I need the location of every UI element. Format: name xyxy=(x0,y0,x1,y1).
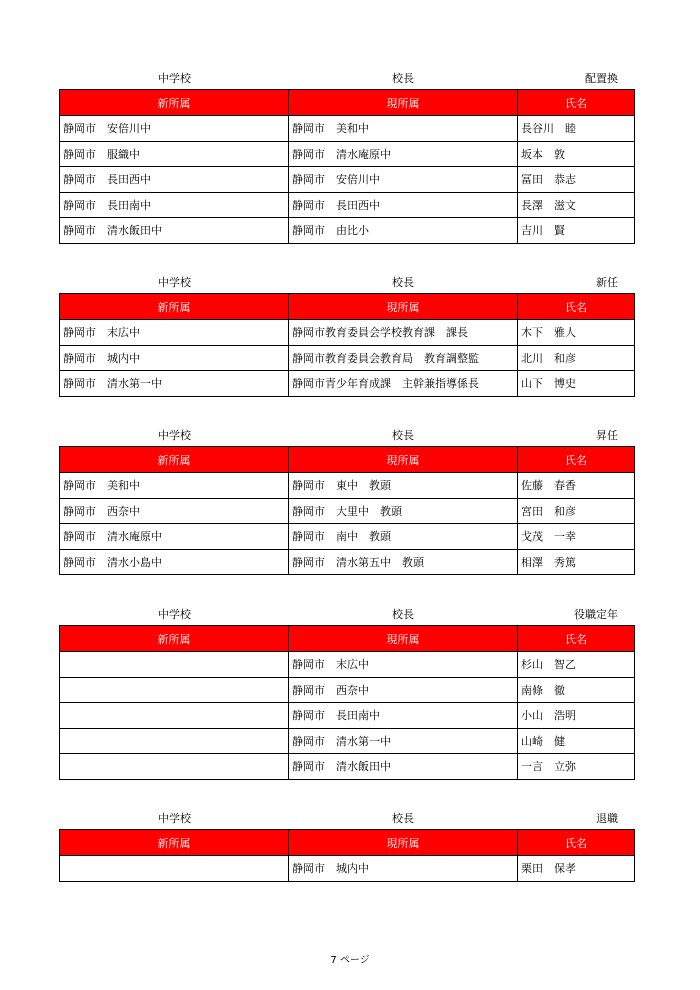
school-level-label: 中学校 xyxy=(158,276,191,289)
cell-new-affiliation: 静岡市 安倍川中 xyxy=(60,116,289,142)
cell-current-affiliation: 静岡市 西奈中 xyxy=(289,677,518,703)
header-current-affiliation: 現所属 xyxy=(289,294,518,320)
header-name: 氏名 xyxy=(518,626,635,652)
header-current-affiliation: 現所属 xyxy=(289,830,518,856)
cell-name: 南條 徹 xyxy=(518,677,635,703)
school-level-label: 中学校 xyxy=(158,72,191,85)
school-level-label: 中学校 xyxy=(158,608,191,621)
personnel-type-label: 配置換 xyxy=(585,72,618,85)
personnel-type-label: 昇任 xyxy=(596,429,618,442)
cell-name: 相澤 秀篤 xyxy=(518,549,635,575)
cell-new-affiliation: 静岡市 清水第一中 xyxy=(60,371,289,397)
personnel-table xyxy=(59,293,635,397)
table-row xyxy=(60,856,635,882)
cell-current-affiliation: 静岡市青少年育成課 主幹兼指導係長 xyxy=(289,371,518,397)
cell-new-affiliation: 静岡市 清水小島中 xyxy=(60,549,289,575)
cell-current-affiliation: 静岡市 清水第一中 xyxy=(289,728,518,754)
header-new-affiliation: 新所属 xyxy=(60,90,289,116)
header-name: 氏名 xyxy=(518,447,635,473)
cell-new-affiliation xyxy=(60,703,289,729)
section-retirement xyxy=(59,807,634,882)
table-row xyxy=(60,524,635,550)
table-row xyxy=(60,754,635,780)
table-row xyxy=(60,703,635,729)
page-number: 7 ページ xyxy=(330,955,370,966)
cell-name: 宮田 和彦 xyxy=(518,498,635,524)
table-row xyxy=(60,320,635,346)
cell-current-affiliation: 静岡市 東中 教頭 xyxy=(289,473,518,499)
cell-name: 吉川 賢 xyxy=(518,218,635,244)
cell-current-affiliation: 静岡市 清水飯田中 xyxy=(289,754,518,780)
cell-new-affiliation: 静岡市 長田南中 xyxy=(60,192,289,218)
header-current-affiliation: 現所属 xyxy=(289,447,518,473)
personnel-table xyxy=(59,446,635,575)
cell-new-affiliation xyxy=(60,856,289,882)
table-row xyxy=(60,498,635,524)
table-header-row xyxy=(60,90,635,116)
table-row xyxy=(60,141,635,167)
cell-current-affiliation: 静岡市 大里中 教頭 xyxy=(289,498,518,524)
cell-new-affiliation: 静岡市 末広中 xyxy=(60,320,289,346)
cell-current-affiliation: 静岡市 長田西中 xyxy=(289,192,518,218)
cell-name: 佐藤 春香 xyxy=(518,473,635,499)
header-current-affiliation: 現所属 xyxy=(289,90,518,116)
cell-name: 小山 浩明 xyxy=(518,703,635,729)
school-level-label: 中学校 xyxy=(158,429,191,442)
cell-current-affiliation: 静岡市 清水第五中 教頭 xyxy=(289,549,518,575)
cell-new-affiliation: 静岡市 美和中 xyxy=(60,473,289,499)
cell-name: 栗田 保孝 xyxy=(518,856,635,882)
cell-new-affiliation xyxy=(60,677,289,703)
cell-new-affiliation: 静岡市 城内中 xyxy=(60,345,289,371)
table-header-row xyxy=(60,626,635,652)
cell-current-affiliation: 静岡市 清水庵原中 xyxy=(289,141,518,167)
table-header-row xyxy=(60,447,635,473)
header-name: 氏名 xyxy=(518,90,635,116)
table-row xyxy=(60,549,635,575)
cell-name: 山下 博史 xyxy=(518,371,635,397)
section-caption xyxy=(59,67,634,89)
position-label: 校長 xyxy=(392,276,414,289)
table-row xyxy=(60,218,635,244)
header-name: 氏名 xyxy=(518,830,635,856)
header-new-affiliation: 新所属 xyxy=(60,626,289,652)
section-reassignment xyxy=(59,67,634,244)
cell-name: 長澤 滋文 xyxy=(518,192,635,218)
table-row xyxy=(60,728,635,754)
position-label: 校長 xyxy=(392,812,414,825)
section-new-appointment xyxy=(59,271,634,397)
cell-new-affiliation xyxy=(60,728,289,754)
position-label: 校長 xyxy=(392,429,414,442)
cell-new-affiliation: 静岡市 服織中 xyxy=(60,141,289,167)
cell-current-affiliation: 静岡市 由比小 xyxy=(289,218,518,244)
table-row xyxy=(60,677,635,703)
table-header-row xyxy=(60,830,635,856)
header-current-affiliation: 現所属 xyxy=(289,626,518,652)
school-level-label: 中学校 xyxy=(158,812,191,825)
personnel-table xyxy=(59,89,635,244)
table-header-row xyxy=(60,294,635,320)
section-post-retirement xyxy=(59,603,634,780)
cell-current-affiliation: 静岡市 末広中 xyxy=(289,652,518,678)
header-new-affiliation: 新所属 xyxy=(60,830,289,856)
personnel-table xyxy=(59,829,635,882)
cell-current-affiliation: 静岡市 美和中 xyxy=(289,116,518,142)
cell-current-affiliation: 静岡市 城内中 xyxy=(289,856,518,882)
personnel-type-label: 退職 xyxy=(596,812,618,825)
cell-new-affiliation xyxy=(60,754,289,780)
section-caption xyxy=(59,807,634,829)
position-label: 校長 xyxy=(392,72,414,85)
personnel-type-label: 役職定年 xyxy=(574,608,618,621)
cell-new-affiliation: 静岡市 清水飯田中 xyxy=(60,218,289,244)
header-new-affiliation: 新所属 xyxy=(60,447,289,473)
table-row xyxy=(60,116,635,142)
cell-current-affiliation: 静岡市 南中 教頭 xyxy=(289,524,518,550)
cell-new-affiliation xyxy=(60,652,289,678)
cell-new-affiliation: 静岡市 清水庵原中 xyxy=(60,524,289,550)
cell-name: 戈茂 一幸 xyxy=(518,524,635,550)
section-caption xyxy=(59,603,634,625)
table-row xyxy=(60,192,635,218)
section-caption xyxy=(59,271,634,293)
cell-current-affiliation: 静岡市 長田南中 xyxy=(289,703,518,729)
table-row xyxy=(60,167,635,193)
section-promotion xyxy=(59,424,634,575)
cell-name: 山崎 健 xyxy=(518,728,635,754)
table-row xyxy=(60,371,635,397)
cell-name: 木下 雅人 xyxy=(518,320,635,346)
table-row xyxy=(60,345,635,371)
section-caption xyxy=(59,424,634,446)
cell-name: 北川 和彦 xyxy=(518,345,635,371)
cell-current-affiliation: 静岡市教育委員会教育局 教育調整監 xyxy=(289,345,518,371)
table-row xyxy=(60,652,635,678)
personnel-type-label: 新任 xyxy=(596,276,618,289)
table-row xyxy=(60,473,635,499)
cell-new-affiliation: 静岡市 長田西中 xyxy=(60,167,289,193)
cell-current-affiliation: 静岡市 安倍川中 xyxy=(289,167,518,193)
cell-name: 長谷川 睦 xyxy=(518,116,635,142)
cell-name: 冨田 恭志 xyxy=(518,167,635,193)
position-label: 校長 xyxy=(392,608,414,621)
personnel-table xyxy=(59,625,635,780)
cell-name: 杉山 智乙 xyxy=(518,652,635,678)
cell-name: 坂本 敦 xyxy=(518,141,635,167)
header-name: 氏名 xyxy=(518,294,635,320)
cell-new-affiliation: 静岡市 西奈中 xyxy=(60,498,289,524)
cell-name: 一言 立弥 xyxy=(518,754,635,780)
cell-current-affiliation: 静岡市教育委員会学校教育課 課長 xyxy=(289,320,518,346)
header-new-affiliation: 新所属 xyxy=(60,294,289,320)
